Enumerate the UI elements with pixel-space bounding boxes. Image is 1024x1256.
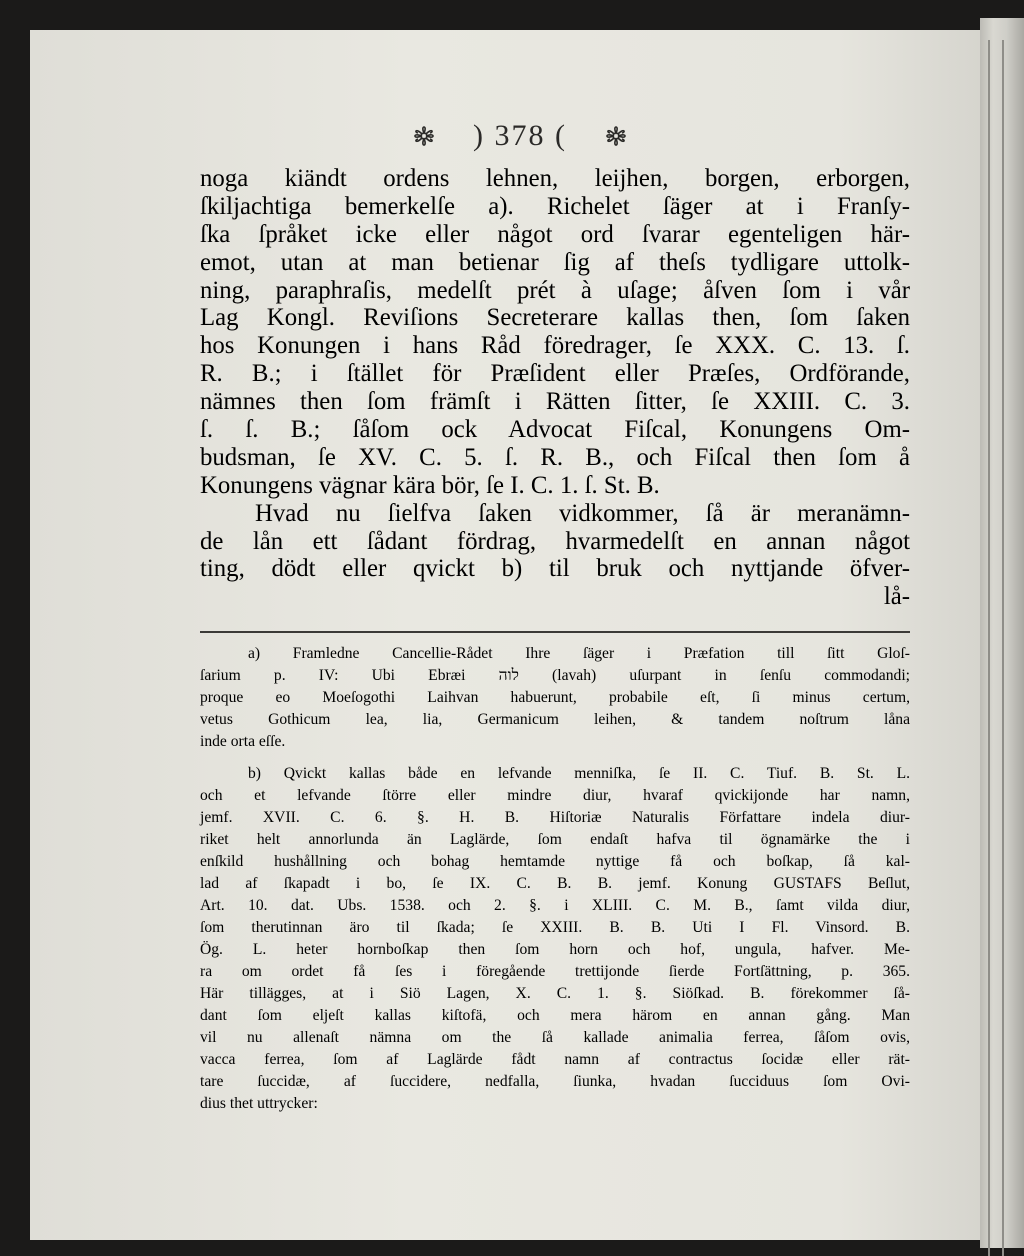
flower-ornament-icon (409, 121, 439, 151)
catchword: lå- (883, 583, 910, 611)
page-edge-line (988, 40, 990, 1256)
text-line: R. B.; i ſtället för Præſident eller Præſes, Ordförande, (200, 360, 910, 388)
footnote-divider (200, 631, 910, 633)
page-edge-line (1002, 40, 1004, 1256)
flower-ornament-icon (601, 121, 631, 151)
text-line: budsman, ſe XV. C. 5. ſ. R. B., och Fiſcal then ſom å (200, 443, 910, 471)
footnote-line: Här tillägges, at i Siö Lagen, X. C. 1. §. Siöſkad. B. förekommer ſå- (200, 985, 910, 1002)
text-line: Hvad nu ſielfva ſaken vidkommer, ſå är meranämn- (255, 499, 910, 527)
footnote-line: lad af ſkapadt i bo, ſe IX. C. B. B. jemf. Konung GUSTAFS Beſlut, (200, 875, 910, 892)
text-line: noga kiändt ordens lehnen, leijhen, borgen, erborgen, (200, 165, 910, 192)
footnote-line: jemf. XVII. C. 6. §. H. B. Hiſtoriæ Naturalis Författare indela diur- (200, 809, 910, 826)
footnote-line: vacca ferrea, ſom af Laglärde fådt namn af contractus ſocidæ eller rät- (200, 1051, 910, 1068)
text-line: hos Konungen i hans Råd föredrager, ſe XXX. C. 13. ſ. (200, 332, 910, 360)
text-line: ſkiljachtiga bemerkelſe a). Richelet ſäger at i Franſy- (200, 192, 910, 220)
footnote-line: b) Qvickt kallas både en lefvande menniſka, ſe II. C. Tiuf. B. St. L. (248, 765, 910, 782)
footnote-line: ſarium p. IV: Ubi Ebræi לוה (lavah) uſurpant in ſenſu commodandi; (200, 667, 910, 684)
footnote-line: Ög. L. heter hornboſkap then ſom horn och hof, ungula, hafver. Me- (200, 941, 910, 958)
footnote-line: dant ſom eljeſt kallas kiſtofä, och mera härom en annan gång. Man (200, 1007, 910, 1024)
footnote-line: tare ſuccidæ, af ſuccidere, nedfalla, ſiunka, hvadan ſucciduus ſom Ovi- (200, 1073, 910, 1090)
text-line: Konungens vägnar kära bör, ſe I. C. 1. ſ. St. B. (200, 471, 660, 499)
page-number: ) 378 ( (473, 119, 567, 152)
footnote-line: ſom therutinnan äro til ſkada; ſe XXIII. B. B. Uti I Fl. Vinsord. B. (200, 919, 910, 936)
footnote-line: enſkild hushållning och bohag hemtamde nyttige få och boſkap, ſå kal- (200, 853, 910, 870)
text-line: ning, paraphraſis, medelſt prét à uſage; åſven ſom i vår (200, 276, 910, 304)
text-line: ſka ſpråket icke eller något ord ſvarar egenteligen här- (200, 220, 910, 248)
footnote-line: proque eo Moeſogothi Laihvan habuerunt, probabile eſt, ſi minus certum, (200, 689, 910, 706)
main-text (200, 165, 910, 611)
footnote-line: a) Framledne Cancellie-Rådet Ihre ſäger i Præfation till ſitt Gloſ- (248, 645, 910, 662)
text-line: de lån ett ſådant fördrag, hvarmedelſt en annan något (200, 527, 910, 555)
text-line: ſ. ſ. B.; ſåſom ock Advocat Fiſcal, Konungens Om- (200, 416, 910, 444)
footnote-line: inde orta eſſe. (200, 733, 286, 750)
footnotes (200, 643, 910, 1115)
text-line: emot, utan at man betienar ſig af theſs tydligare uttolk- (200, 248, 910, 276)
adjacent-page-edge (980, 18, 1024, 1248)
footnote-line: riket helt annorlunda än Laglärde, ſom endaſt hafva til ögnamärke the i (200, 831, 910, 848)
footnote-line: Art. 10. dat. Ubs. 1538. och 2. §. i XLIII. C. M. B., ſamt vilda diur, (200, 897, 910, 914)
footnote-line: ra om ordet få ſes i föregående trettijonde ſierde Fortſättning, p. 365. (200, 963, 910, 980)
footnote-line: och et lefvande ſtörre eller mindre diur, hvaraf qvickijonde har namn, (200, 787, 910, 804)
text-line: ting, dödt eller qvickt b) til bruk och nyttjande öfver- (200, 555, 910, 583)
footnote-line: vetus Gothicum lea, lia, Germanicum leihen, & tandem noſtrum låna (200, 711, 910, 728)
footnote-line: vil nu allenaſt nämna om the ſå kallade animalia ferrea, ſåſom ovis, (200, 1029, 910, 1046)
text-line: Lag Kongl. Reviſions Secreterare kallas then, ſom ſaken (200, 304, 910, 332)
page-header (340, 118, 700, 154)
footnote-line: dius thet uttrycker: (200, 1095, 318, 1112)
text-line: nämnes then ſom främſt i Rätten ſitter, ſe XXIII. C. 3. (200, 388, 910, 416)
